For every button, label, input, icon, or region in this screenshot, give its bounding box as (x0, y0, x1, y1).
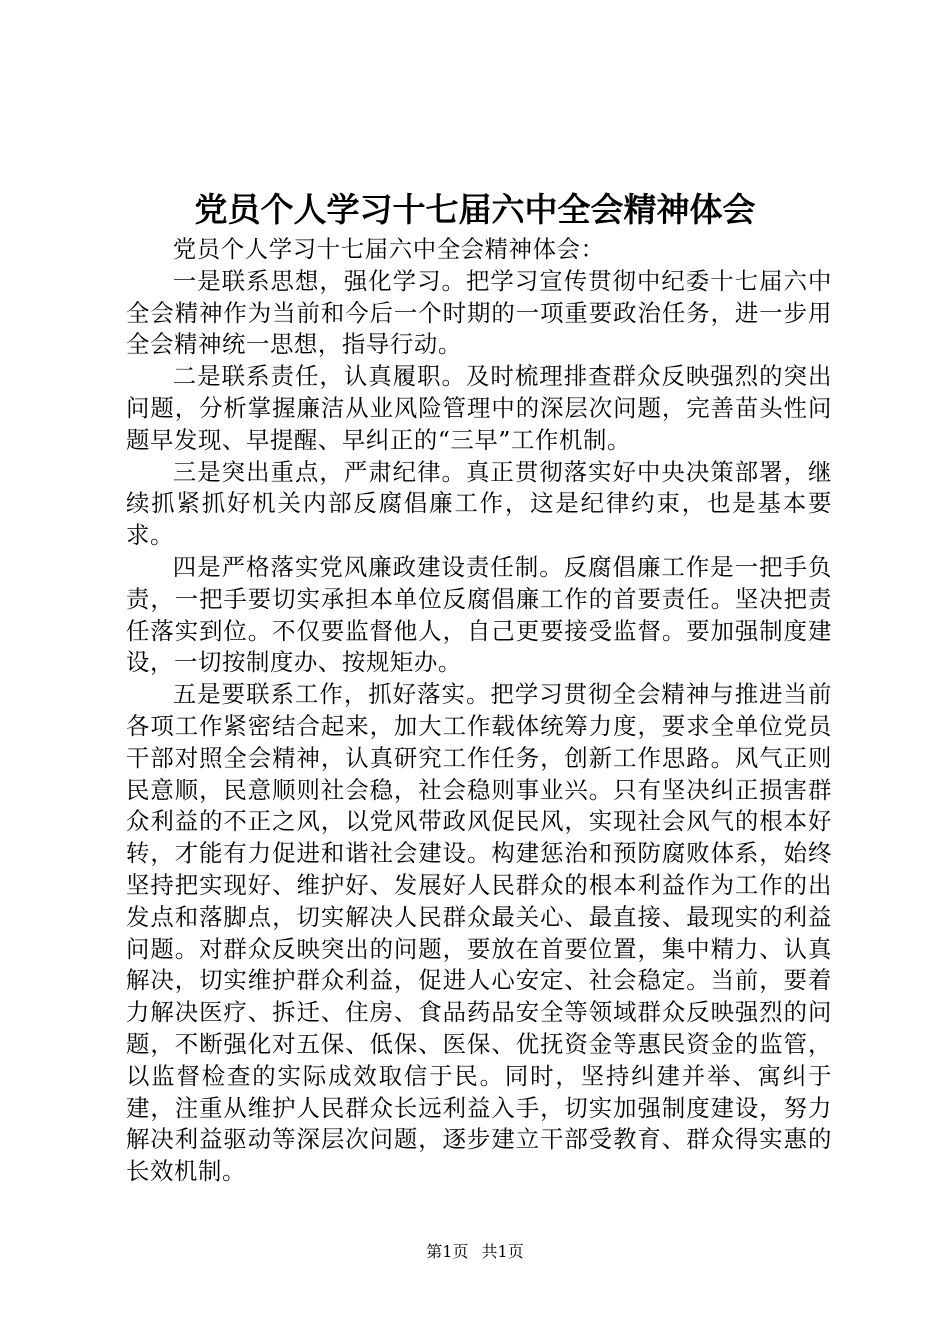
page-footer (0, 1240, 950, 1264)
document-body (126, 234, 832, 1188)
paragraph-3: 三是突出重点，严肃纪律。真正贯彻落实好中央决策部署，继续抓紧抓好机关内部反腐倡廉工作，这是纪律约束，也是基本要求。 (126, 457, 832, 550)
paragraph-2: 二是联系责任，认真履职。及时梳理排查群众反映强烈的突出问题，分析掌握廉洁从业风险管理中的深层次问题，完善苗头性问题早发现、早提醒、早纠正的“三早”工作机制。 (126, 362, 832, 454)
paragraph-4: 四是严格落实党风廉政建设责任制。反腐倡廉工作是一把手负责，一把手要切实承担本单位反腐倡廉工作的首要责任。坚决把责任落实到位。不仅要监督他人，自己更要接受监督。要加强制度建设，一切按制度办、按规矩办。 (126, 552, 832, 677)
page-number: 第1页 (426, 1242, 469, 1261)
page-total: 共1页 (481, 1242, 524, 1261)
paragraph-5: 五是要联系工作，抓好落实。把学习贯彻全会精神与推进当前各项工作紧密结合起来，加大工作载体统筹力度，要求全单位党员干部对照全会精神，认真研究工作任务，创新工作思路。风气正则民意顺，民意顺则社会稳，社会稳则事业兴。只有坚决纠正损害群众利益的不正之风，以党风带政风促民风，实现社会风气的根本好转，才能有力促进和谐社会建设。构建惩治和预防腐败体系，始终坚持把实现好、维护好、发展好人民群众的根本利益作为工作的出发点和落脚点，切实解决人民群众最关心、最直接、最现实的利益问题。对群众反映突出的问题，要放在首要位置，集中精力、认真解决，切实维护群众利益，促进人心安定、社会稳定。当前，要着力解决医疗、拆迁、住房、食品药品安全等领域群众反映强烈的问题，不断强化对五保、低保、医保、优抚资金等惠民资金的监管，以监督检查的实际成效取信于民。同时，坚持纠建并举、寓纠于建，注重从维护人民群众长远利益入手，切实加强制度建设，努力解决利益驱动等深层次问题，逐步建立干部受教育、群众得实惠的长效机制。 (126, 680, 832, 1186)
document-title: 党员个人学习十七届六中全会精神体会 (194, 190, 756, 229)
paragraph-1: 一是联系思想，强化学习。把学习宣传贯彻中纪委十七届六中全会精神作为当前和今后一个时期的一项重要政治任务，进一步用全会精神统一思想，指导行动。 (126, 266, 832, 359)
paragraph-intro: 党员个人学习十七届六中全会精神体会： (172, 235, 605, 263)
